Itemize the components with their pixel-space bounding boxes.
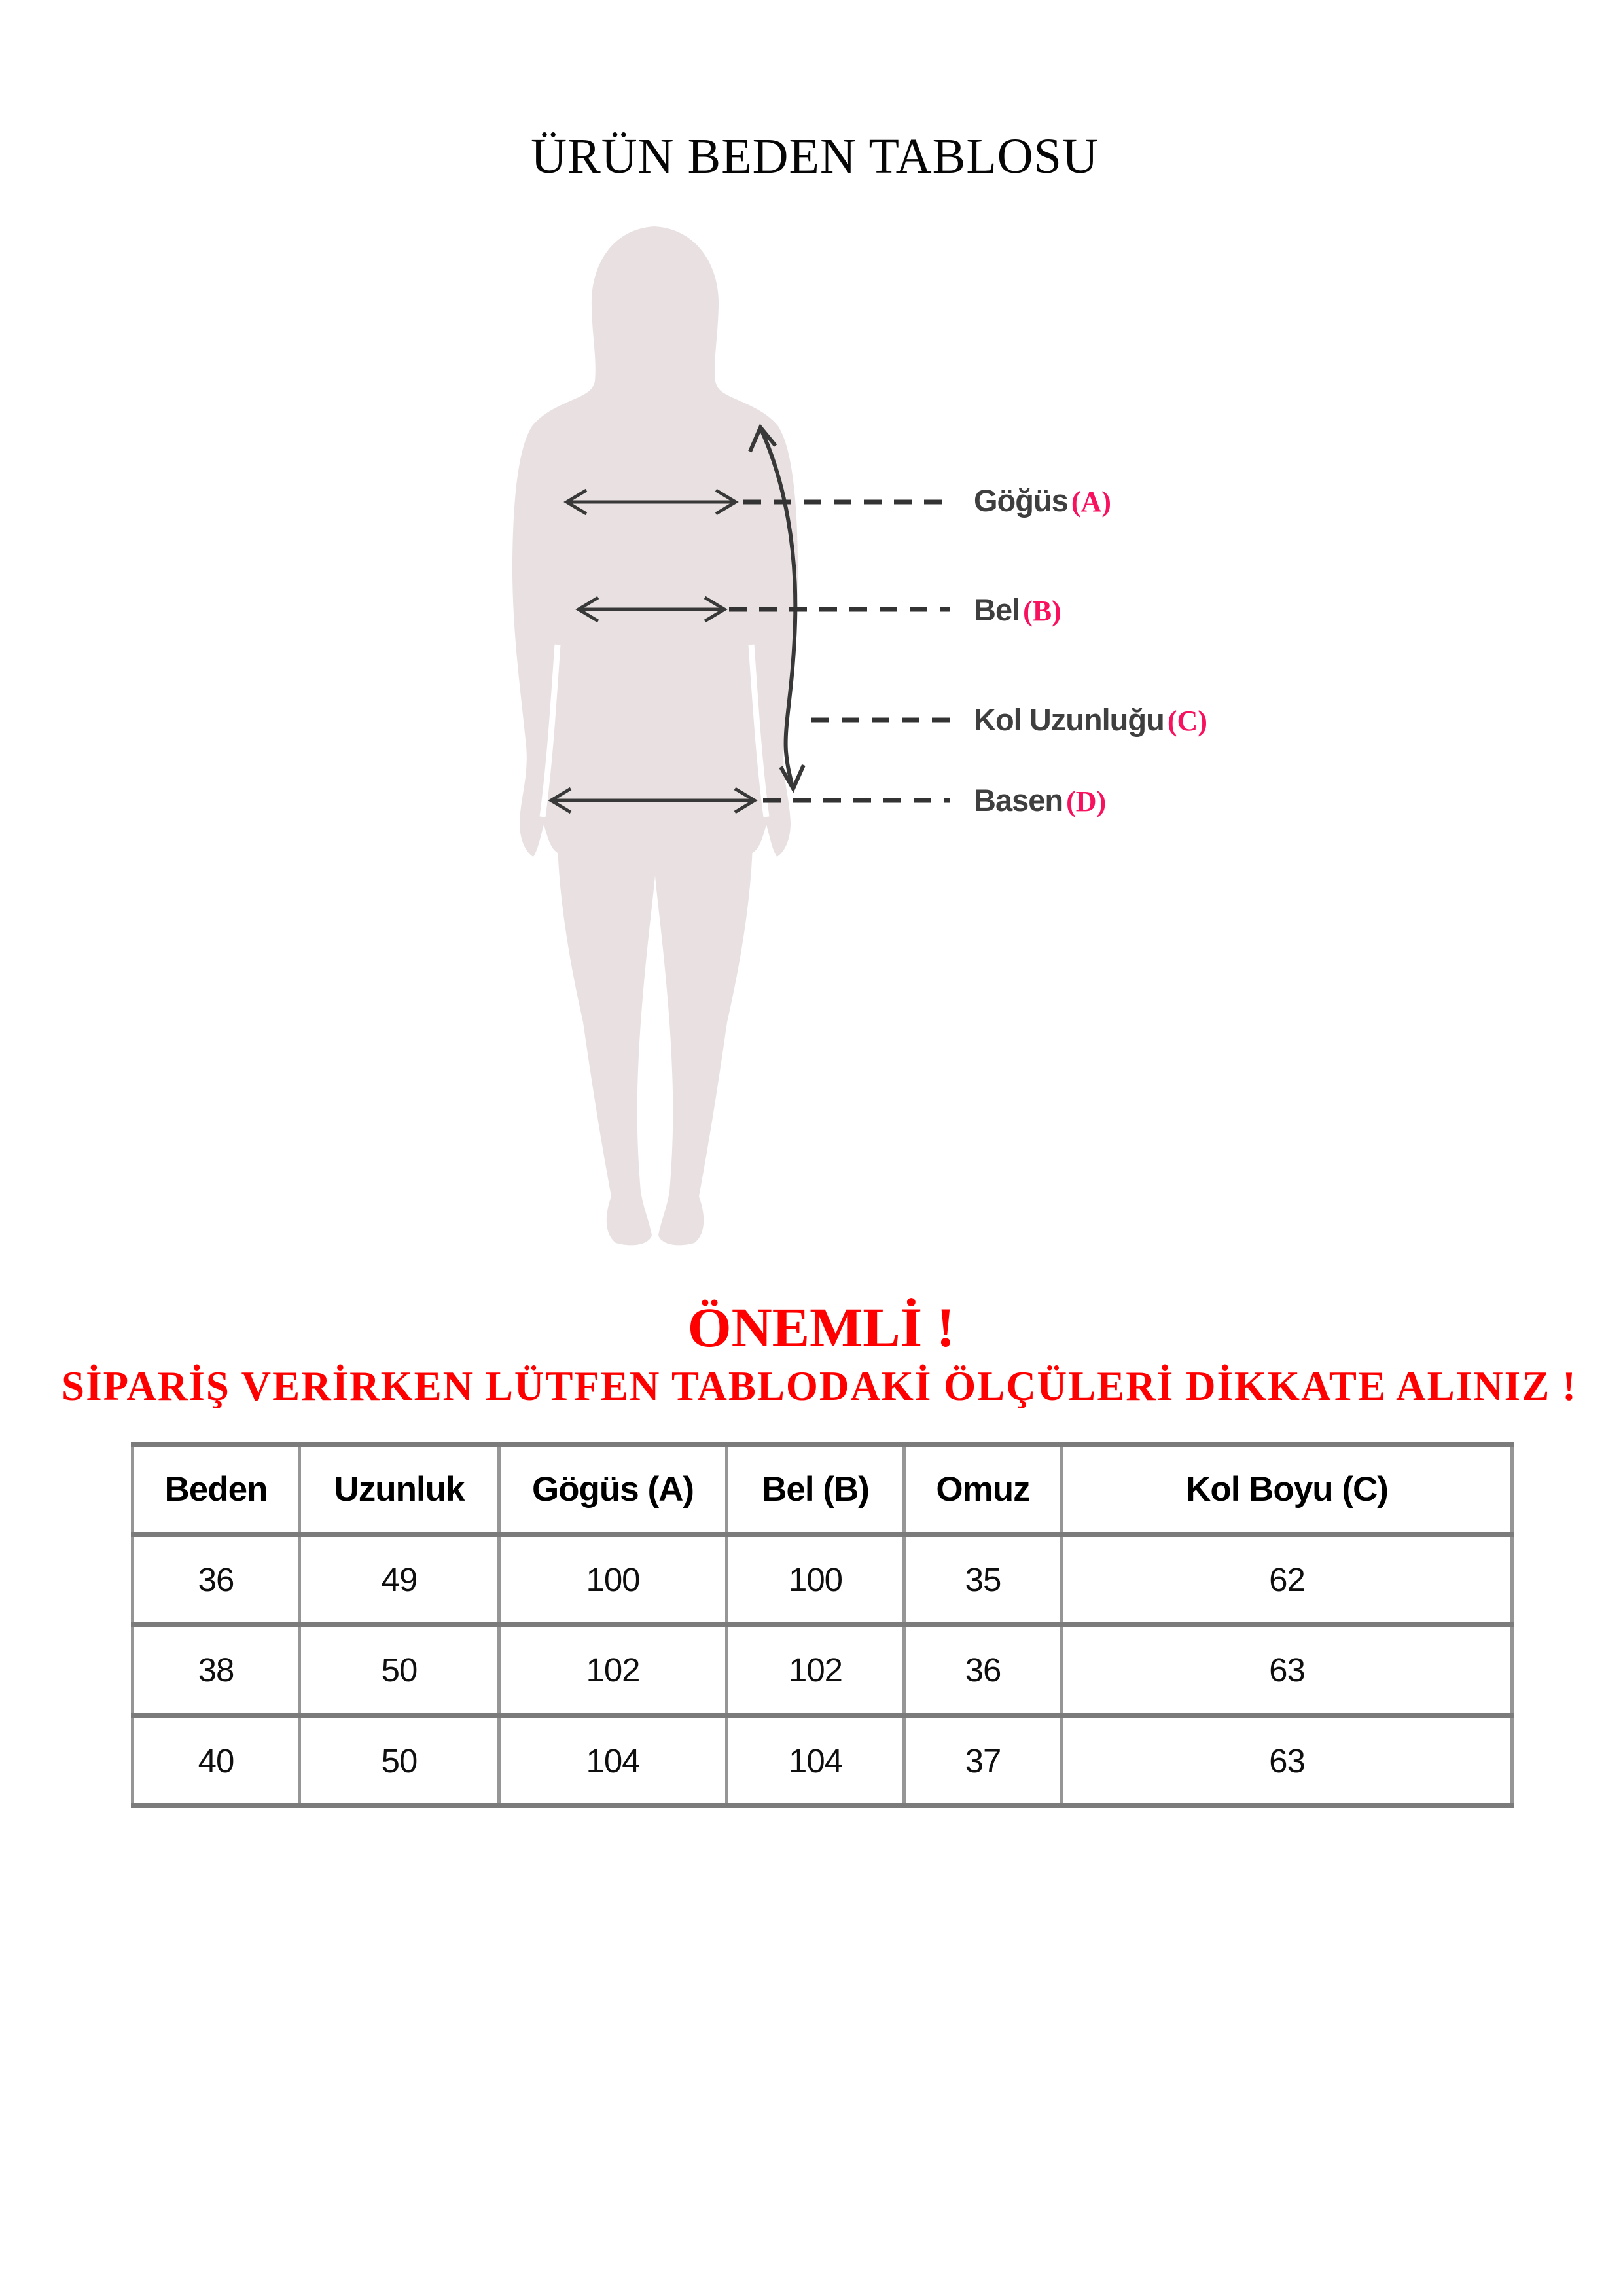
table-row-size-36 [133,1534,1512,1624]
cell: 38 [133,1624,300,1715]
label-waist-letter: (B) [1023,595,1061,627]
cell: 102 [727,1624,904,1715]
cell: 104 [727,1715,904,1806]
cell: 62 [1062,1534,1512,1624]
header-beden: Beden [133,1444,300,1534]
body-measurement-diagram [393,216,1453,1283]
cell: 63 [1062,1624,1512,1715]
page-title: ÜRÜN BEDEN TABLOSU [531,129,1099,184]
header-bel: Bel (B) [727,1444,904,1534]
cell: 37 [904,1715,1062,1806]
label-arm-length [974,696,1207,744]
cell: 36 [133,1534,300,1624]
cell: 100 [727,1534,904,1624]
cell: 104 [499,1715,727,1806]
cell: 50 [300,1715,499,1806]
cell: 63 [1062,1715,1512,1806]
table-row-size-38 [133,1624,1512,1715]
label-hip-text: Basen [974,783,1063,817]
header-uzunluk: Uzunluk [300,1444,499,1534]
label-waist [974,586,1061,634]
label-chest-text: Göğüs [974,483,1068,518]
label-waist-text: Bel [974,592,1020,627]
header-gogus: Gögüs (A) [499,1444,727,1534]
label-arm-length-letter: (C) [1167,705,1207,737]
header-omuz: Omuz [904,1444,1062,1534]
size-table-header-row [133,1444,1512,1534]
cell: 40 [133,1715,300,1806]
label-hip [974,777,1106,824]
size-table [131,1442,1514,1808]
header-kol-boyu: Kol Boyu (C) [1062,1444,1512,1534]
warning-heading: ÖNEMLİ ! [687,1296,955,1359]
cell: 35 [904,1534,1062,1624]
cell: 50 [300,1624,499,1715]
cell: 100 [499,1534,727,1624]
label-chest-letter: (A) [1071,486,1111,518]
warning-message: SİPARİŞ VERİRKEN LÜTFEN TABLODAKİ ÖLÇÜLERİ DİKKATE ALINIZ ! [62,1363,1577,1409]
cell: 102 [499,1624,727,1715]
female-silhouette [512,226,798,1245]
cell: 36 [904,1624,1062,1715]
label-hip-letter: (D) [1066,785,1107,817]
table-row-size-40 [133,1715,1512,1806]
label-arm-length-text: Kol Uzunluğu [974,702,1164,737]
label-chest [974,477,1111,524]
cell: 49 [300,1534,499,1624]
